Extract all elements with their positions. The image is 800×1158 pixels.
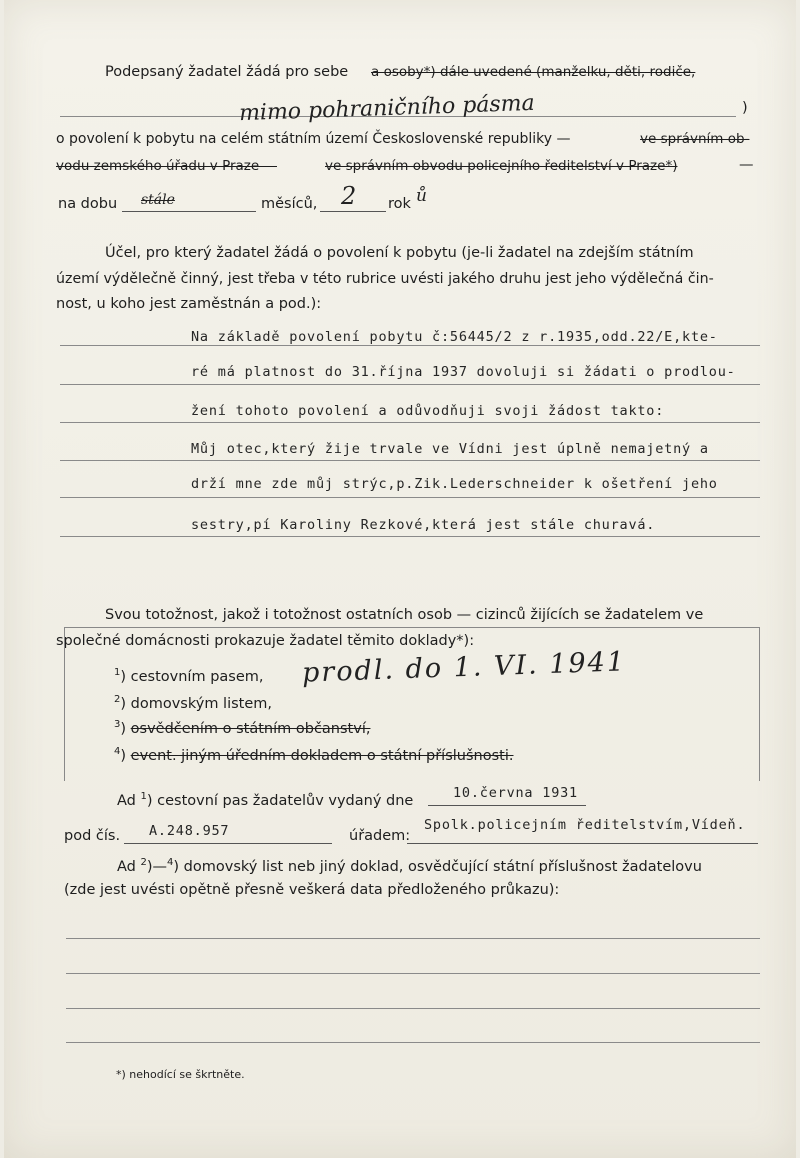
answer-line: žení tohoto povolení a odůvodňuji svoji žádost takto: xyxy=(191,403,665,419)
rule xyxy=(60,384,760,385)
years-suffix: ů xyxy=(416,186,427,206)
years-rule xyxy=(320,211,386,212)
rule xyxy=(66,938,760,939)
duration-struck: stále xyxy=(141,192,175,208)
handwritten-note: prodl. do 1. VI. 1941 xyxy=(301,646,627,689)
purpose-question-line3: nost, u koho jest zaměstnán a pod.): xyxy=(56,296,322,312)
form-page xyxy=(4,0,796,1158)
months-label: měsíců, xyxy=(261,196,318,212)
rule xyxy=(60,345,760,346)
years-label: rok xyxy=(388,196,411,212)
other-docs-line1: Ad $^2$)—$^4$) domovský list neb jiný doklad, osvědčující státní příslušnost žadatelovu xyxy=(117,857,702,875)
doc-item-1: $^1$) cestovním pasem, xyxy=(114,667,264,685)
rule xyxy=(60,460,760,461)
passport-number: A.248.957 xyxy=(149,823,230,839)
duration-rule xyxy=(122,211,256,212)
rule xyxy=(66,1008,760,1009)
purpose-question-line1: Účel, pro který žadatel žádá o povolení k pobytu (je-li žadatel na zdejším státním xyxy=(105,245,694,261)
answer-line: sestry,pí Karoliny Rezkové,která jest stále churavá. xyxy=(191,517,656,533)
rule xyxy=(60,422,760,423)
intro-line4-struck-b: ve správním obvodu policejního ředitelství v Praze*) xyxy=(325,158,678,174)
years-value: 2 xyxy=(341,182,357,210)
rule xyxy=(66,1042,760,1043)
answer-line: drží mne zde můj strýc,p.Zik.Lederschneider k ošetření jeho xyxy=(191,476,718,492)
rule xyxy=(60,536,760,537)
doc-item-4: $^4$) event. jiným úředním dokladem o státní příslušnosti. xyxy=(114,746,514,764)
purpose-question-line2: území výdělečně činný, jest třeba v této rubrice uvésti jakého druhu jest jeho výdělečná čin- xyxy=(56,271,714,287)
issued-date: 10.června 1931 xyxy=(453,785,578,801)
passport-line: Ad $^1$) cestovní pas žadatelův vydaný dne xyxy=(117,791,414,809)
answer-line: Na základě povolení pobytu č:56445/2 z r.1935,odd.22/E,kte- xyxy=(191,329,718,345)
intro-line4-struck-a: vodu zemského úřadu v Praze — xyxy=(56,158,277,174)
intro-line3: o povolení k pobytu na celém státním území Československé republiky — xyxy=(56,131,571,147)
identity-intro-line1: Svou totožnost, jakož i totožnost ostatních osob — cizinců žijících se žadatelem ve xyxy=(105,607,704,623)
closing-paren: ) xyxy=(742,100,748,116)
other-docs-line2: (zde jest uvésti opětně přesně veškerá data předloženého průkazu): xyxy=(64,882,560,898)
authority-label: úřadem: xyxy=(349,828,411,844)
issued-date-rule xyxy=(428,805,586,806)
intro-line4-dash: — xyxy=(739,157,754,173)
doc-item-3: $^3$) osvědčením o státním občanství, xyxy=(114,719,371,737)
rule xyxy=(66,973,760,974)
intro-line1-struck: a osoby*) dále uvedené (manželku, děti, rodiče, xyxy=(371,64,696,80)
handwritten-extra: mimo pohraničního pásma xyxy=(238,90,536,127)
identity-intro-line2: společné domácnosti prokazuje žadatel těmito doklady*): xyxy=(56,633,475,649)
footnote: *) nehodící se škrtněte. xyxy=(116,1068,245,1081)
number-rule xyxy=(124,843,332,844)
duration-label: na dobu xyxy=(58,196,118,212)
intro-line3-struck: ve správním ob- xyxy=(640,131,750,147)
authority-rule xyxy=(407,843,758,844)
number-label: pod čís. xyxy=(64,828,121,844)
answer-line: ré má platnost do 31.října 1937 dovoluji si žádati o prodlou- xyxy=(191,364,736,380)
doc-item-2: $^2$) domovským listem, xyxy=(114,694,273,712)
answer-line: Můj otec,který žije trvale ve Vídni jest úplně nemajetný a xyxy=(191,441,709,457)
authority-value: Spolk.policejním ředitelstvím,Vídeň. xyxy=(424,817,746,833)
rule xyxy=(60,497,760,498)
intro-line1: Podepsaný žadatel žádá pro sebe xyxy=(105,64,349,80)
